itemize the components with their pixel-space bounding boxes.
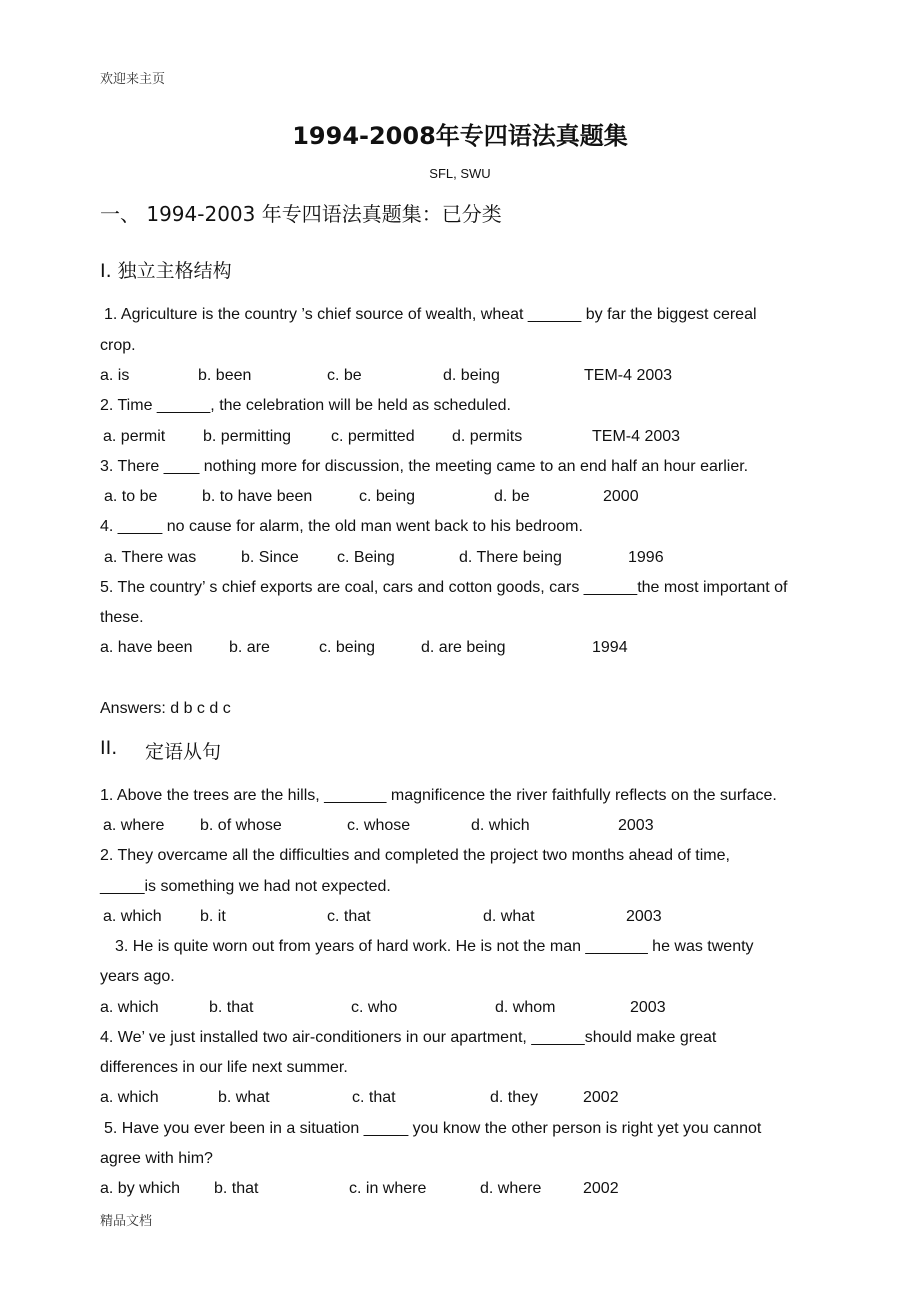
question-stem: 2. They overcame all the difficulties and completed the project two months ahead of time, — [100, 847, 730, 864]
question-stem: crop. — [100, 337, 136, 354]
question-source: 2002 — [583, 1089, 619, 1106]
question-source: 2003 — [626, 908, 662, 925]
option-b: b. been — [198, 367, 252, 384]
page-title: 1994-2008年专四语法真题集 — [292, 122, 628, 150]
section-heading: 一、 1994-2003 年专四语法真题集：已分类 — [100, 202, 502, 226]
question-source: 2002 — [583, 1180, 619, 1197]
option-d: d. being — [443, 367, 500, 384]
answers-line: Answers: d b c d c — [100, 700, 231, 717]
option-a: a. which — [100, 999, 159, 1016]
option-c: c. permitted — [331, 428, 415, 445]
option-d: d. they — [490, 1089, 539, 1106]
part-heading-num: II. — [100, 737, 118, 759]
question-stem: 5. Have you ever been in a situation _____ you know the other person is right yet you cannot — [104, 1120, 762, 1137]
option-b: b. that — [214, 1180, 259, 1197]
option-b: b. it — [200, 908, 226, 925]
option-b: b. Since — [241, 549, 299, 566]
option-d: d. whom — [495, 999, 556, 1016]
option-d: d. There being — [459, 549, 562, 566]
option-c: c. be — [327, 367, 362, 384]
option-c: c. being — [359, 488, 416, 505]
option-d: d. be — [494, 488, 530, 505]
option-d: d. permits — [452, 428, 523, 445]
question-source: 2003 — [630, 999, 666, 1016]
question-source: 1996 — [628, 549, 664, 566]
question-stem: 3. There ____ nothing more for discussion, the meeting came to an end half an hour earlier. — [100, 458, 749, 475]
page-subtitle: SFL, SWU — [429, 166, 491, 181]
question-stem: 4. We’ ve just installed two air-conditioners in our apartment, ______should make great — [100, 1029, 717, 1046]
option-a: a. which — [103, 908, 162, 925]
option-b: b. to have been — [202, 488, 313, 505]
option-c: c. being — [319, 639, 376, 656]
question-stem: years ago. — [100, 968, 175, 985]
option-d: d. which — [471, 817, 530, 834]
option-c: c. who — [351, 999, 398, 1016]
question-stem: differences in our life next summer. — [100, 1059, 348, 1076]
question-stem: 5. The country’ s chief exports are coal, cars and cotton goods, cars ______the most important of — [100, 579, 788, 596]
question-stem: 2. Time ______, the celebration will be held as scheduled. — [100, 397, 511, 414]
question-stem: _____is something we had not expected. — [100, 878, 391, 895]
option-b: b. that — [209, 999, 254, 1016]
option-d: d. are being — [421, 639, 506, 656]
page-footer-note: 精品文档 — [100, 1214, 153, 1229]
option-c: c. Being — [337, 549, 395, 566]
option-c: c. that — [352, 1089, 396, 1106]
question-stem: agree with him? — [100, 1150, 213, 1167]
option-a: a. There was — [104, 549, 197, 566]
option-a: a. is — [100, 367, 130, 384]
option-a: a. to be — [104, 488, 158, 505]
part-heading-absolute-construction: I. 独立主格结构 — [100, 260, 232, 282]
option-d: d. what — [483, 908, 535, 925]
option-b: b. what — [218, 1089, 270, 1106]
question-source: TEM-4 2003 — [592, 428, 681, 445]
part-heading-attributive-clause: 定语从句 — [145, 741, 222, 763]
option-b: b. permitting — [203, 428, 292, 445]
question-stem: these. — [100, 609, 144, 626]
question-stem: 1. Above the trees are the hills, _______ magnificence the river faithfully reflects on the surface. — [100, 787, 777, 804]
option-c: c. in where — [349, 1180, 427, 1197]
option-b: b. of whose — [200, 817, 282, 834]
option-a: a. which — [100, 1089, 159, 1106]
option-a: a. by which — [100, 1180, 181, 1197]
question-source: 2003 — [618, 817, 654, 834]
question-source: 2000 — [603, 488, 639, 505]
question-stem: 1. Agriculture is the country ’s chief source of wealth, wheat ______ by far the biggest cereal — [104, 306, 757, 323]
question-source: TEM-4 2003 — [584, 367, 673, 384]
option-d: d. where — [480, 1180, 542, 1197]
option-a: a. have been — [100, 639, 193, 656]
option-a: a. permit — [103, 428, 166, 445]
question-source: 1994 — [592, 639, 628, 656]
option-a: a. where — [103, 817, 165, 834]
question-stem: 3. He is quite worn out from years of hard work. He is not the man _______ he was twenty — [115, 938, 754, 955]
option-c: c. whose — [347, 817, 411, 834]
option-b: b. are — [229, 639, 270, 656]
page-header-note: 欢迎来主页 — [100, 72, 166, 87]
option-c: c. that — [327, 908, 371, 925]
question-stem: 4. _____ no cause for alarm, the old man went back to his bedroom. — [100, 518, 583, 535]
